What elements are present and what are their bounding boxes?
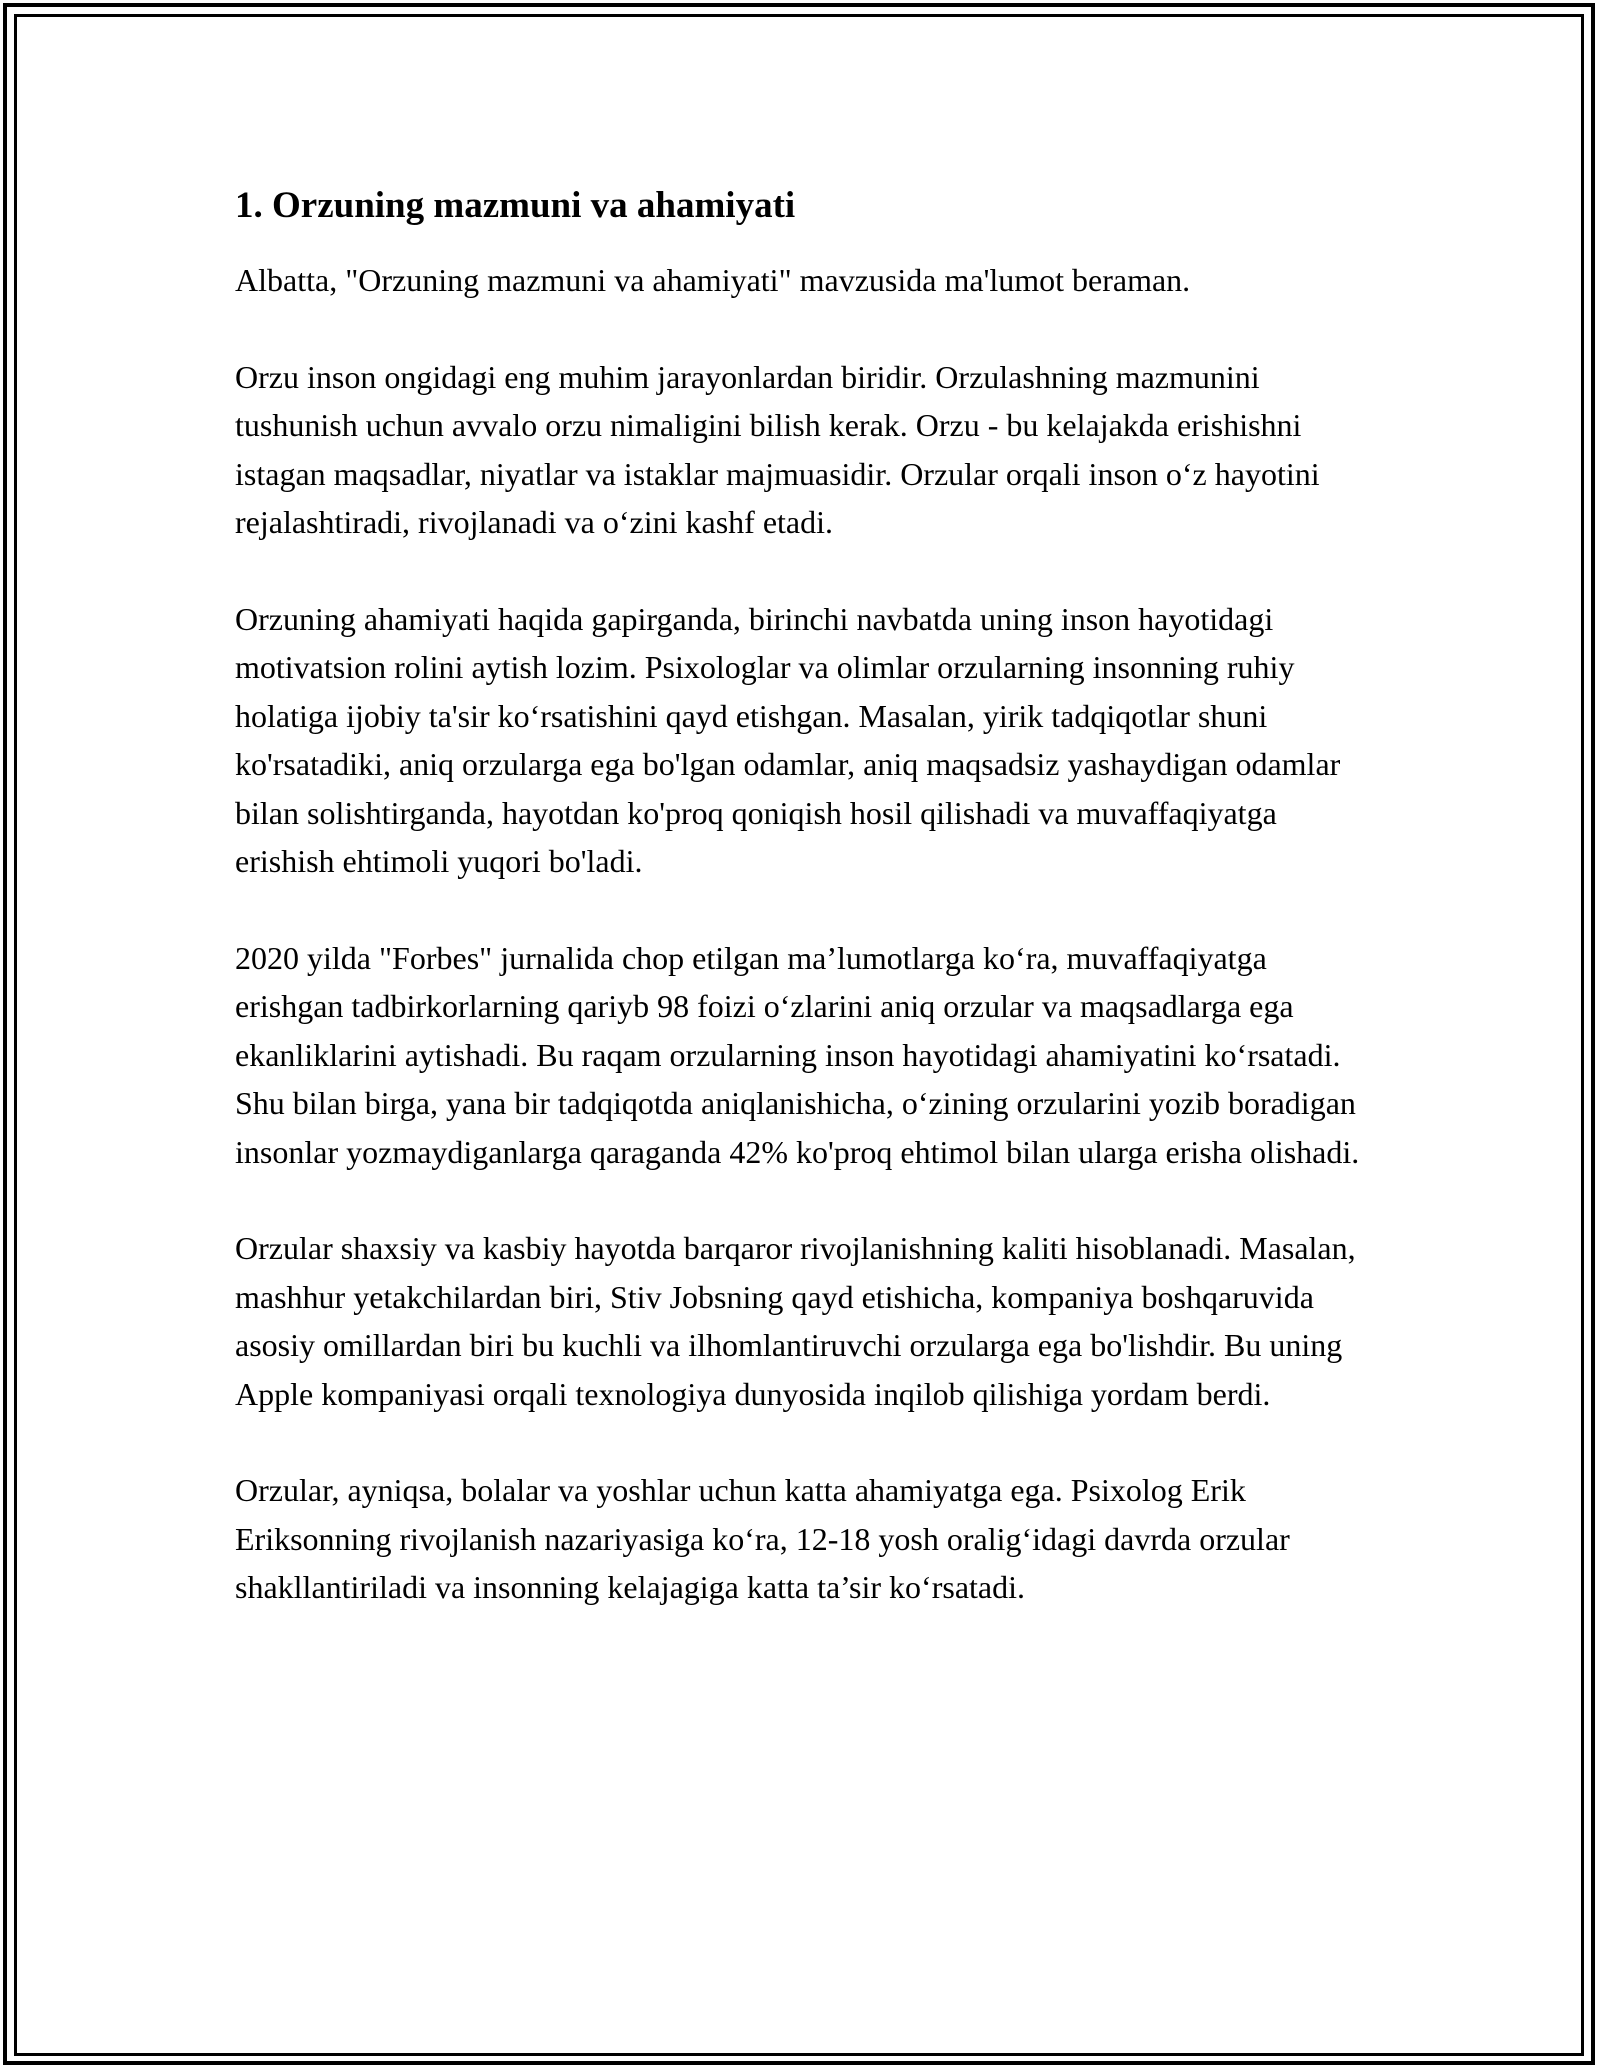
paragraph-intro: Albatta, "Orzuning mazmuni va ahamiyati" mavzusida ma'lumot beraman. bbox=[235, 262, 1191, 299]
paragraph-definition: Orzu inson ongidagi eng muhim jarayonlardan biridir. Orzulashning mazmunini tushunish uchun avvalo orzu nimaligini bilish kerak. Orzu - bu kelajakda erishishni istagan maqsadlar, niyatlar va istaklar majmuasidir. Orzular orqali inson o‘z hayotini rejalashtiradi, rivojlanadi va o‘zini kashf etadi. bbox=[235, 358, 1320, 541]
paragraph-motivation: Orzuning ahamiyati haqida gapirganda, birinchi navbatda uning inson hayotidagi motivatsion rolini aytish lozim. Psixologlar va olimlar orzularning insonning ruhiy holatiga ijobiy ta'sir ko‘rsatishini qayd etishgan. Masalan, yirik tadqiqotlar shuni ko'rsatadiki, aniq orzularga ega bo'lgan odamlar, aniq maqsadsiz yashaydigan odamlar bilan solishtirganda, hayotdan ko'proq qoniqish hosil qilishadi va muvaffaqiyatga erishish ehtimoli yuqori bo'ladi. bbox=[235, 600, 1341, 880]
paragraph-development: Orzular shaxsiy va kasbiy hayotda barqaror rivojlanishning kaliti hisoblanadi. Masalan, mashhur yetakchilardan biri, Stiv Jobsning qayd etishicha, kompaniya boshqaruvida asosiy omillardan biri bu kuchli va ilhomlantiruvchi orzularga ega bo'lishdir. Bu uning Apple kompaniyasi orqali texnologiya dunyosida inqilob qilishiga yordam berdi. bbox=[235, 1230, 1356, 1412]
paragraph-youth: Orzular, ayniqsa, bolalar va yoshlar uchun katta ahamiyatga ega. Psixolog Erik Eriksonning rivojlanish nazariyasiga ko‘ra, 12-18 yosh oralig‘idagi davrda orzular shakllantiriladi va insonning kelajagiga katta ta’sir ko‘rsatadi. bbox=[235, 1472, 1290, 1606]
document-body bbox=[235, 182, 1375, 1660]
paragraph-statistics: 2020 yilda "Forbes" jurnalida chop etilgan ma’lumotlarga ko‘ra, muvaffaqiyatga erishgan tadbirkorlarning qariyb 98 foizi o‘zlarini aniq orzular va maqsadlarga ega ekanliklarini aytishadi. Bu raqam orzularning inson hayotidagi ahamiyatini ko‘rsatadi. Shu bilan birga, yana bir tadqiqotda aniqlanishicha, o‘zining orzularini yozib boradigan insonlar yozmaydiganlarga qaraganda 42% ko'proq ehtimol bilan ularga erisha olishadi. bbox=[235, 939, 1360, 1170]
section-heading: 1. Orzuning mazmuni va ahamiyati bbox=[235, 185, 796, 226]
